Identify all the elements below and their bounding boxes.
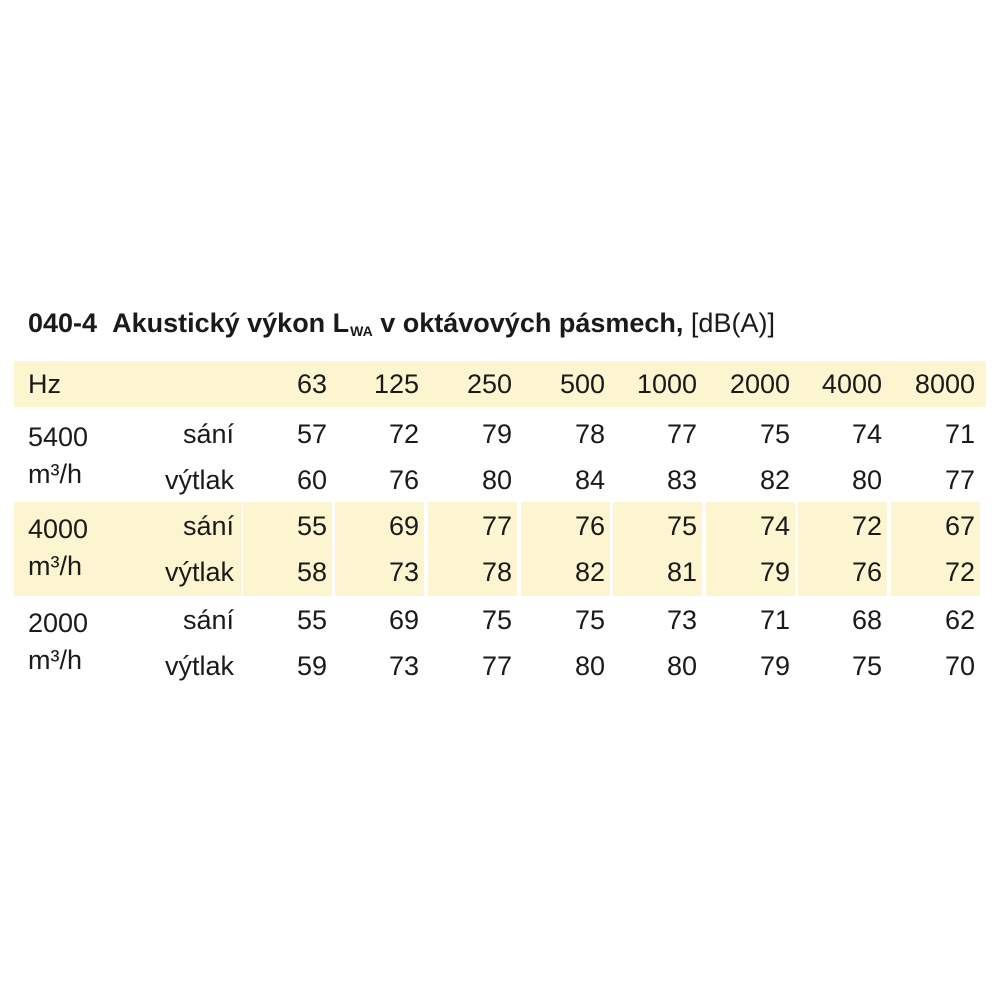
direction-label: výtlak	[164, 465, 234, 495]
sound-power-value: 70	[944, 651, 975, 681]
sound-power-value: 79	[759, 651, 790, 681]
sound-power-value: 80	[851, 465, 882, 495]
sound-power-value: 82	[759, 465, 790, 495]
sound-power-value: 67	[944, 511, 975, 541]
sound-power-value: 76	[574, 511, 605, 541]
sound-power-value: 69	[388, 605, 419, 635]
sound-power-value: 73	[388, 651, 419, 681]
sound-power-value: 75	[481, 605, 512, 635]
flow-rate-unit: m³/h	[28, 459, 82, 489]
header-frequency: 125	[373, 369, 419, 399]
sound-power-value: 79	[759, 557, 790, 587]
sound-power-value: 59	[296, 651, 327, 681]
sound-power-value: 78	[574, 419, 605, 449]
sound-power-value: 82	[574, 557, 605, 587]
flow-rate-value: 4000	[28, 514, 89, 544]
table-title	[28, 308, 775, 339]
flow-rate-value: 5400	[28, 422, 89, 452]
header-frequency: 1000	[636, 369, 697, 399]
sound-power-value: 75	[666, 511, 697, 541]
sound-power-value: 81	[666, 557, 697, 587]
sound-power-value: 75	[574, 605, 605, 635]
sound-power-value: 84	[574, 465, 605, 495]
direction-label: sání	[182, 605, 234, 635]
direction-label: sání	[182, 511, 234, 541]
sound-power-value: 72	[851, 511, 882, 541]
sound-power-value: 79	[481, 419, 512, 449]
direction-label: výtlak	[164, 651, 234, 681]
header-frequency: 250	[466, 369, 512, 399]
direction-label: výtlak	[164, 557, 234, 587]
sound-power-value: 74	[851, 419, 882, 449]
sound-power-value: 71	[759, 605, 790, 635]
sound-power-value: 75	[851, 651, 882, 681]
sound-power-value: 77	[666, 419, 697, 449]
header-frequency: 500	[559, 369, 605, 399]
sound-power-value: 76	[851, 557, 882, 587]
sound-power-value: 73	[388, 557, 419, 587]
sound-power-value: 60	[296, 465, 327, 495]
sound-power-value: 58	[296, 557, 327, 587]
title-main: Akustický výkon L	[112, 308, 350, 338]
sound-power-value: 75	[759, 419, 790, 449]
header-frequency: 8000	[914, 369, 975, 399]
sound-power-value: 80	[574, 651, 605, 681]
header-frequency: 2000	[729, 369, 790, 399]
sound-power-value: 80	[481, 465, 512, 495]
sound-power-value: 80	[666, 651, 697, 681]
flow-rate-value: 2000	[28, 608, 89, 638]
title-subscript: WA	[350, 323, 373, 339]
table-code: 040-4	[28, 308, 98, 338]
sound-power-value: 73	[666, 605, 697, 635]
sound-power-value: 72	[388, 419, 419, 449]
sound-power-value: 55	[296, 511, 327, 541]
sound-power-value: 57	[296, 419, 327, 449]
title-rest: v oktávových pásmech,	[380, 308, 684, 338]
sound-power-value: 74	[759, 511, 790, 541]
sound-power-value: 71	[944, 419, 975, 449]
header-frequency: 63	[296, 369, 327, 399]
sound-power-value: 77	[944, 465, 975, 495]
sound-power-value: 62	[944, 605, 975, 635]
sound-power-value: 55	[296, 605, 327, 635]
sound-power-value: 77	[481, 651, 512, 681]
sound-power-value: 83	[666, 465, 697, 495]
sound-power-value: 72	[944, 557, 975, 587]
sound-power-value: 78	[481, 557, 512, 587]
sound-power-value: 68	[851, 605, 882, 635]
sound-power-value: 77	[481, 511, 512, 541]
flow-rate-unit: m³/h	[28, 551, 82, 581]
title-unit: [dB(A)]	[690, 308, 775, 338]
direction-label: sání	[182, 419, 234, 449]
sound-power-value: 69	[388, 511, 419, 541]
header-hz-label: Hz	[28, 369, 61, 399]
flow-rate-unit: m³/h	[28, 645, 82, 675]
header-frequency: 4000	[821, 369, 882, 399]
sound-power-value: 76	[388, 465, 419, 495]
